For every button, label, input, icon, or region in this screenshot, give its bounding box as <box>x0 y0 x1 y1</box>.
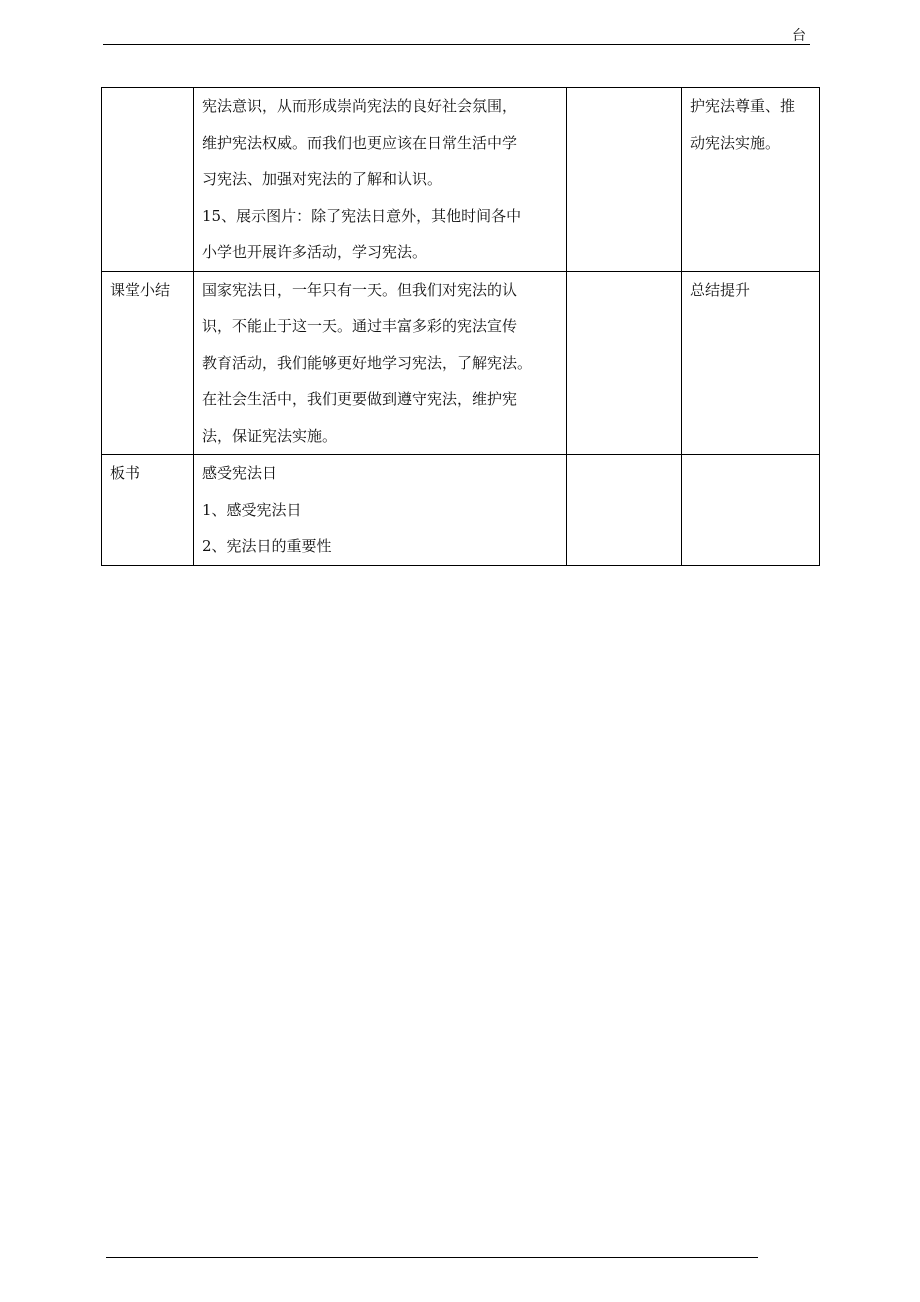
content-line: 15、展示图片：除了宪法日意外，其他时间各中 <box>202 206 522 225</box>
intent-line: 总结提升 <box>690 280 751 299</box>
content-line: 小学也开展许多活动，学习宪法。 <box>202 243 428 261</box>
content-line: 1、感受宪法日 <box>202 500 302 519</box>
intent-cell <box>682 88 820 272</box>
stage-cell <box>102 271 194 455</box>
content-line: 法，保证宪法实施。 <box>202 426 338 445</box>
header-mark: 台 <box>792 28 806 44</box>
table-row <box>102 455 820 566</box>
content-line: 教育活动，我们能够更好地学习宪法，了解宪法。 <box>202 353 533 372</box>
content-line: 习宪法、加强对宪法的了解和认识。 <box>202 170 443 188</box>
content-line: 在社会生活中，我们更要做到遵守宪法，维护宪 <box>202 390 518 408</box>
table-row <box>102 88 820 272</box>
content-cell <box>194 271 567 455</box>
stage-label: 板书 <box>110 464 141 482</box>
student-activity-cell <box>567 88 682 272</box>
content-cell <box>194 88 567 272</box>
footer-rule <box>106 1257 758 1258</box>
content-line: 宪法意识，从而形成崇尚宪法的良好社会氛围， <box>202 97 518 115</box>
content-line: 识，不能止于这一天。通过丰富多彩的宪法宣传 <box>202 317 518 335</box>
content-line: 维护宪法权威。而我们也更应该在日常生活中学 <box>202 133 518 152</box>
student-activity-cell <box>567 455 682 566</box>
intent-cell <box>682 455 820 566</box>
stage-label: 课堂小结 <box>110 280 171 299</box>
content-line: 2、宪法日的重要性 <box>202 537 332 555</box>
intent-line: 护宪法尊重、推 <box>690 97 796 115</box>
table-row <box>102 271 820 455</box>
stage-cell <box>102 88 194 272</box>
intent-line: 动宪法实施。 <box>690 133 781 152</box>
content-line: 国家宪法日，一年只有一天。但我们对宪法的认 <box>202 280 518 299</box>
lesson-plan-table <box>101 87 820 566</box>
stage-cell <box>102 455 194 566</box>
content-cell <box>194 455 567 566</box>
content-line: 感受宪法日 <box>202 464 278 482</box>
header-rule <box>103 44 810 45</box>
student-activity-cell <box>567 271 682 455</box>
intent-cell <box>682 271 820 455</box>
